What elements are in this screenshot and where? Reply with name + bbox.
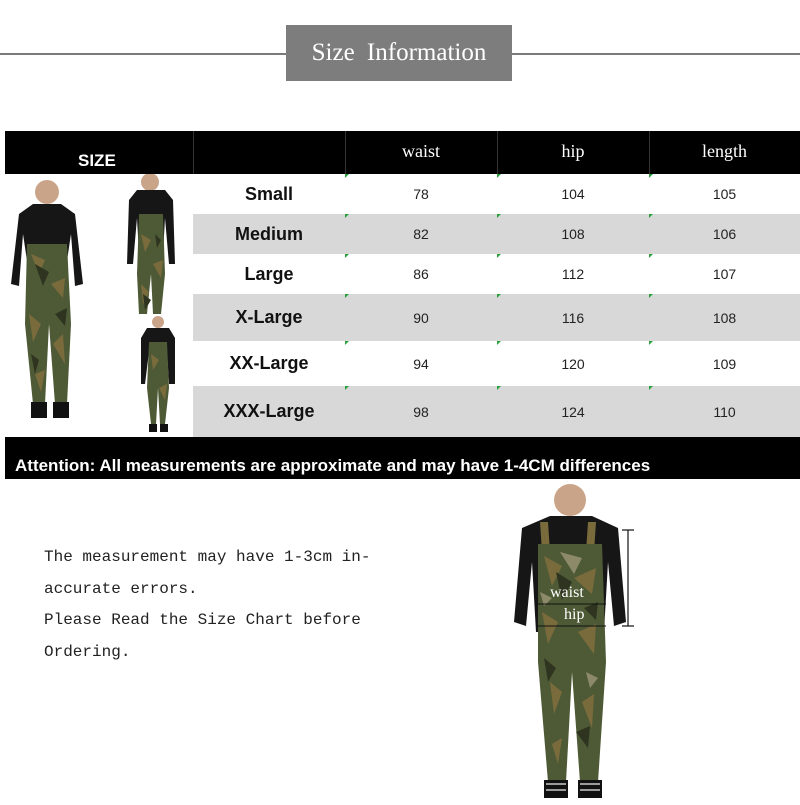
cell-tick [345, 294, 349, 298]
size-column-header: SIZE [78, 151, 116, 170]
length-cell: 106 [712, 226, 737, 242]
hip-cell: 104 [561, 186, 585, 202]
hip-cell: 124 [561, 403, 585, 420]
model-back-photo [141, 316, 175, 432]
length-cell: 107 [712, 266, 737, 282]
header-separator [193, 131, 194, 174]
table-row [193, 174, 800, 214]
product-photos [5, 174, 193, 437]
product-photo-collage [5, 174, 193, 437]
model-front-photo [11, 180, 83, 418]
hip-cell: 112 [561, 266, 585, 282]
length-cell: 108 [712, 309, 737, 326]
waist-cell: 98 [413, 403, 429, 420]
size-cell: Small [244, 183, 294, 204]
waist-cell: 86 [413, 266, 429, 282]
cell-tick [497, 174, 501, 178]
waist-column-header: waist [402, 141, 440, 161]
table-row [193, 214, 800, 254]
cell-tick [497, 386, 501, 390]
size-cell: Large [244, 263, 294, 284]
waist-cell: 78 [413, 186, 429, 202]
cell-tick [345, 174, 349, 178]
cell-tick [497, 254, 501, 258]
cell-tick [649, 341, 653, 345]
note-line: The measurement may have 1-3cm in- [44, 548, 371, 566]
table-row [193, 294, 800, 341]
cell-tick [345, 214, 349, 218]
size-table [5, 131, 800, 479]
hip-measure-label: hip [564, 606, 585, 623]
cell-tick [649, 254, 653, 258]
cell-tick [497, 294, 501, 298]
table-header [5, 131, 800, 174]
size-cell: XX-Large [229, 353, 309, 373]
divider-right [512, 53, 800, 55]
table-row [193, 386, 800, 437]
cell-tick [345, 341, 349, 345]
length-cell: 105 [712, 186, 737, 202]
hip-cell: 120 [561, 355, 585, 372]
cell-tick [649, 386, 653, 390]
page-title: Size Information [286, 25, 512, 81]
note-line: Ordering. [44, 642, 131, 661]
table-row [193, 254, 800, 294]
cell-tick [649, 174, 653, 178]
model-side-photo [127, 174, 175, 314]
cell-tick [649, 214, 653, 218]
model-illustration [500, 482, 660, 800]
cell-tick [345, 254, 349, 258]
cell-tick [497, 341, 501, 345]
waist-cell: 82 [413, 226, 429, 242]
attention-banner: Attention: All measurements are approximate and may have 1-4CM differences [5, 437, 800, 479]
length-cell: 109 [712, 355, 737, 372]
waist-measure-label: waist [550, 584, 584, 601]
note-line: accurate errors. [44, 579, 198, 598]
waist-cell: 90 [413, 309, 429, 326]
cell-tick [345, 386, 349, 390]
table-row [193, 341, 800, 386]
hip-column-header: hip [561, 141, 585, 161]
hip-cell: 116 [561, 309, 585, 326]
cell-tick [649, 294, 653, 298]
size-cell: Medium [234, 223, 303, 244]
divider-left [0, 53, 286, 55]
model-measurement-figure [500, 482, 660, 800]
size-cell: X-Large [235, 307, 303, 327]
cell-tick [497, 214, 501, 218]
length-cell: 110 [713, 403, 736, 420]
size-cell: XXX-Large [223, 401, 315, 421]
note-line: Please Read the Size Chart before [44, 611, 361, 629]
measurement-note [44, 542, 370, 668]
hip-cell: 108 [561, 226, 585, 242]
length-column-header: length [702, 141, 747, 161]
waist-cell: 94 [413, 355, 429, 372]
